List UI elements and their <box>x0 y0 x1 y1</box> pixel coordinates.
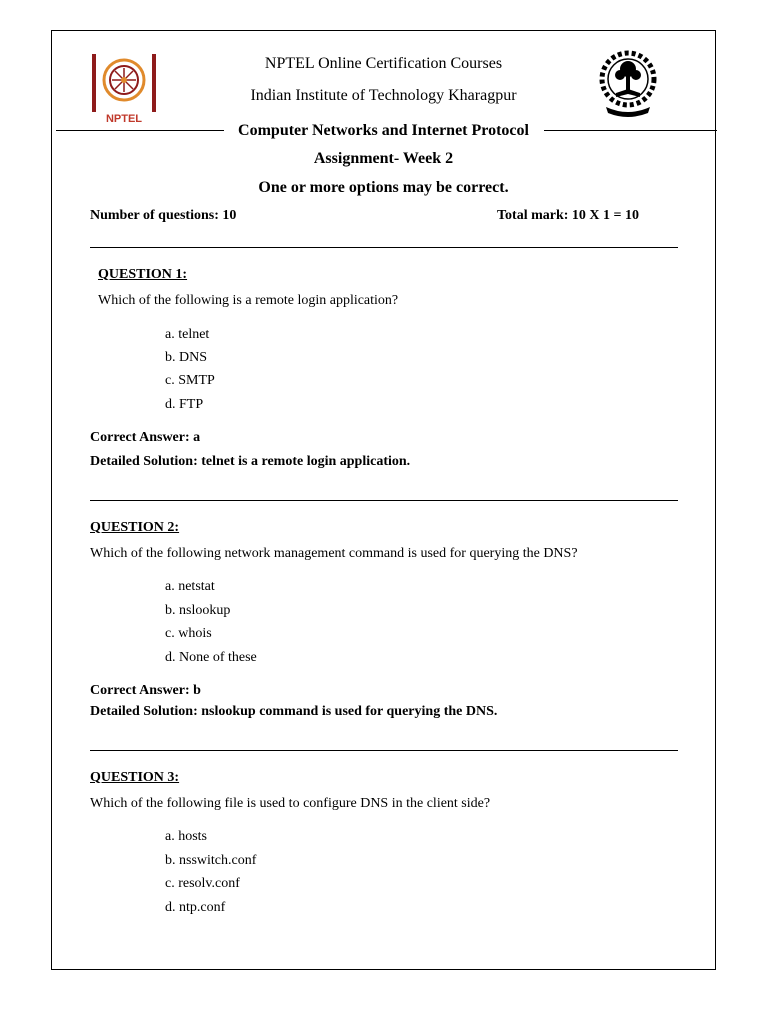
question-2-label: QUESTION 2: <box>90 520 180 535</box>
question-3-text: Which of the following file is used to configure DNS in the client side? <box>90 796 491 811</box>
document-page <box>51 30 716 970</box>
question-1-option-c: c. SMTP <box>165 373 215 388</box>
number-of-questions-label: Number of questions <box>90 208 215 223</box>
question-3-option-c: c. resolv.conf <box>165 876 240 891</box>
question-1-detailed-solution: Detailed Solution: telnet is a remote login application. <box>90 454 411 469</box>
question-2-detailed-solution: Detailed Solution: nslookup command is used for querying the DNS. <box>90 704 498 719</box>
section-divider <box>90 247 678 248</box>
instruction-text: One or more options may be correct. <box>258 179 509 196</box>
question-2-option-c: c. whois <box>165 626 212 641</box>
question-1-option-d: d. FTP <box>165 397 204 412</box>
question-1-correct-answer: Correct Answer: a <box>90 430 201 445</box>
number-of-questions-value: : 10 <box>214 208 237 223</box>
nptel-logo-text: NPTEL <box>105 113 143 124</box>
question-2-option-a: a. netstat <box>165 579 215 594</box>
question-1-text: Which of the following is a remote login application? <box>98 293 399 308</box>
question-2-correct-answer: Correct Answer: b <box>90 683 201 698</box>
course-title: Computer Networks and Internet Protocol <box>238 122 529 139</box>
question-3-option-a: a. hosts <box>165 829 207 844</box>
question-1-option-a: a. telnet <box>165 327 210 342</box>
total-mark: Total mark: 10 X 1 = 10 <box>497 208 640 223</box>
question-3-label: QUESTION 3: <box>90 770 180 785</box>
question-2-option-d: d. None of these <box>165 650 257 665</box>
question-3-option-d: d. ntp.conf <box>165 900 226 915</box>
assignment-title: Assignment- Week 2 <box>313 150 454 167</box>
question-3-option-b: b. nsswitch.conf <box>165 853 257 868</box>
header-line-1: NPTEL Online Certification Courses <box>264 55 503 72</box>
question-1-option-b: b. DNS <box>165 350 208 365</box>
number-of-questions <box>90 208 236 224</box>
question-1-label: QUESTION 1: <box>98 267 188 282</box>
question-divider-2 <box>90 750 678 751</box>
question-divider-1 <box>90 500 678 501</box>
header-line-2: Indian Institute of Technology Kharagpur <box>250 87 517 104</box>
question-2-text: Which of the following network management command is used for querying the DNS? <box>90 546 578 561</box>
question-2-option-b: b. nslookup <box>165 603 231 618</box>
